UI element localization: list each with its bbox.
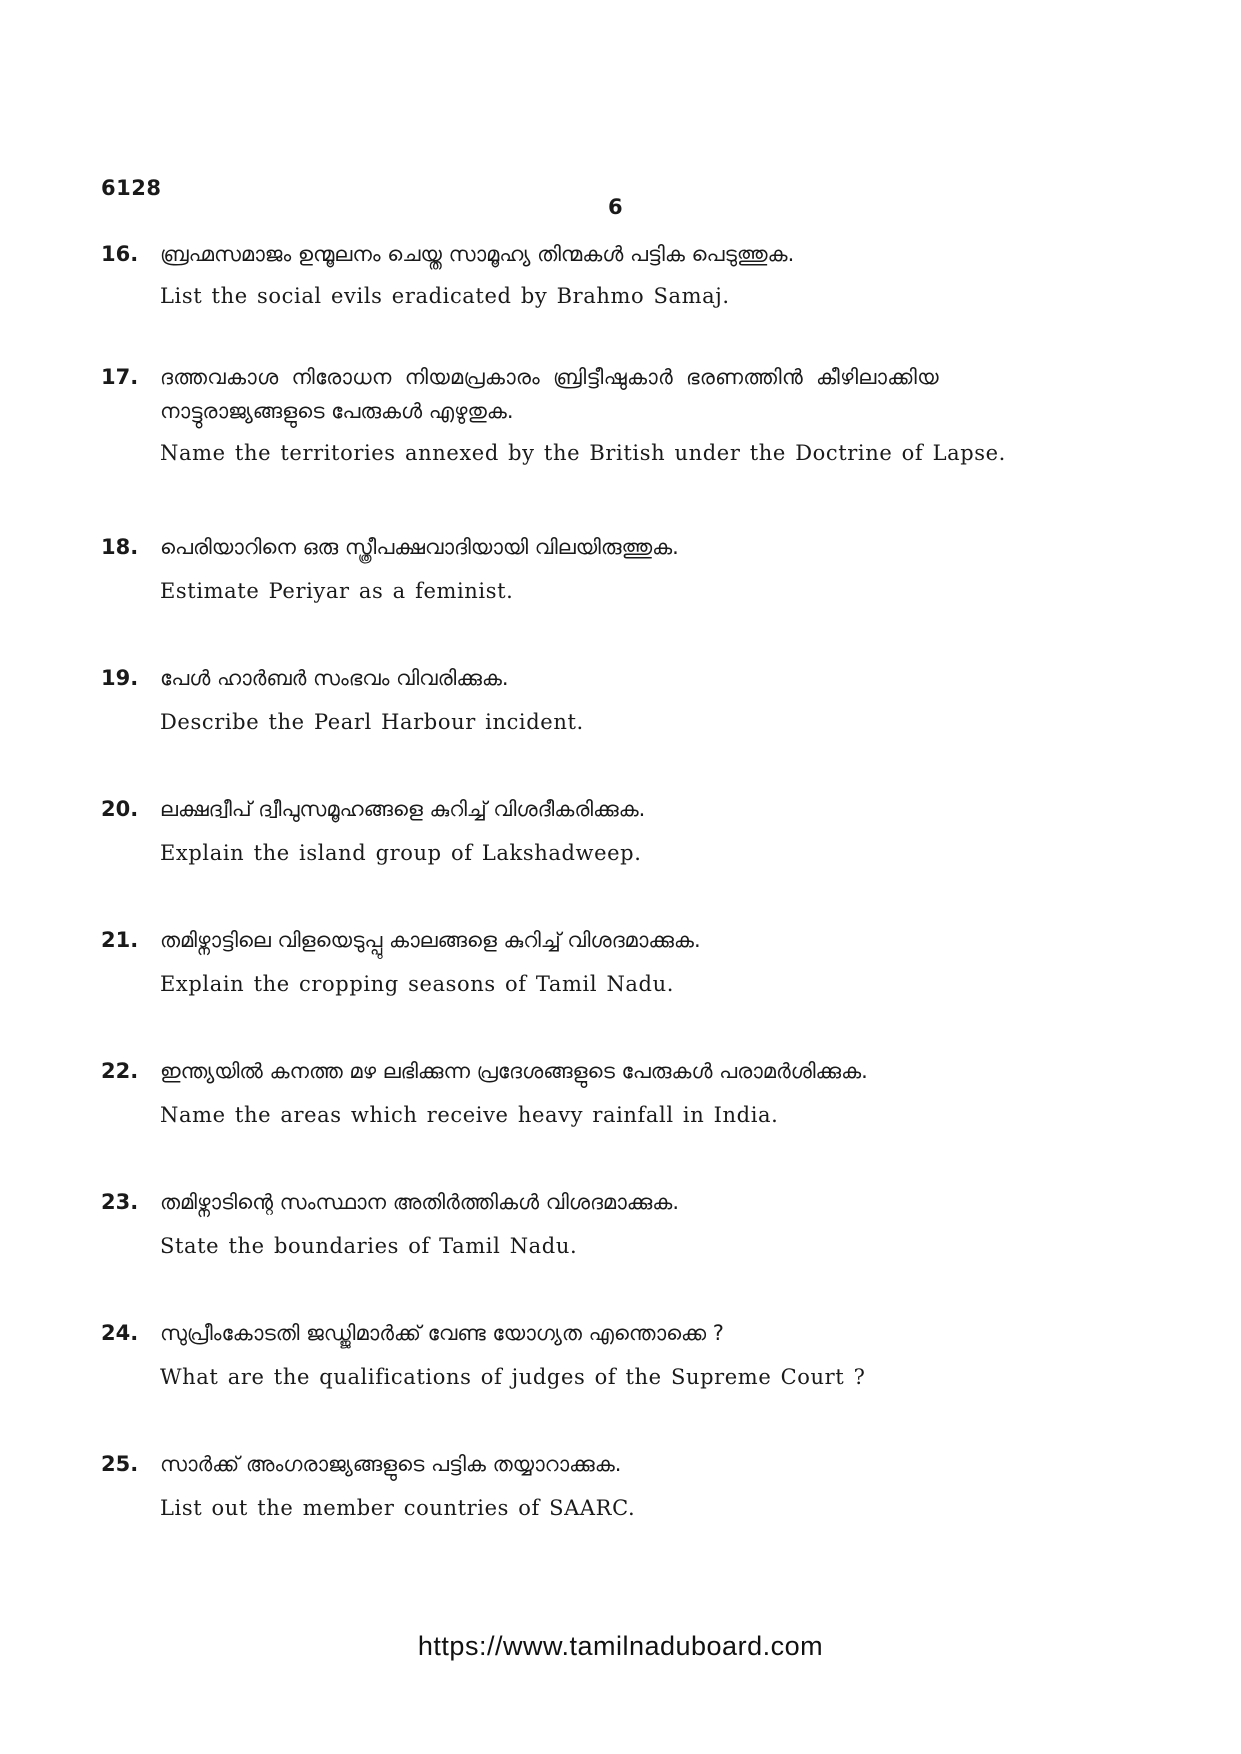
question-malayalam-line-2: നാട്ടുരാജ്യങ്ങളുടെ പേരുകൾ എഴുതുക. (160, 399, 514, 423)
question-english: What are the qualifications of judges of the Supreme Court ? (160, 1365, 866, 1389)
question-malayalam: ലക്ഷദ്വീപ് ദ്വീപുസമൂഹങ്ങളെ കുറിച്ച് വിശദീകരിക്കുക. (160, 797, 646, 821)
question-english: Describe the Pearl Harbour incident. (160, 710, 584, 734)
question-number: 18. (101, 535, 139, 559)
question-number: 16. (101, 242, 139, 266)
question-english: Name the territories annexed by the British under the Doctrine of Lapse. (160, 441, 1006, 465)
question-malayalam: ബ്രഹ്മസമാജം ഉന്മൂലനം ചെയ്ത സാമൂഹ്യ തിന്മകൾ പട്ടിക പെടുത്തുക. (160, 242, 795, 266)
question-english: Estimate Periyar as a feminist. (160, 579, 514, 603)
question-english: List the social evils eradicated by Brahmo Samaj. (160, 284, 730, 308)
question-english: Explain the island group of Lakshadweep. (160, 841, 642, 865)
question-english: State the boundaries of Tamil Nadu. (160, 1234, 578, 1258)
question-number: 19. (101, 666, 139, 690)
question-paper-code: 6128 (101, 176, 162, 200)
question-malayalam: തമിഴ്നാടിന്റെ സംസ്ഥാന അതിർത്തികൾ വിശദമാക്കുക. (160, 1190, 680, 1214)
question-english: List out the member countries of SAARC. (160, 1496, 636, 1520)
question-number: 20. (101, 797, 139, 821)
question-malayalam: പെരിയാറിനെ ഒരു സ്ത്രീപക്ഷവാദിയായി വിലയിരുത്തുക. (160, 535, 679, 559)
question-malayalam-line-1: ദത്തവകാശ നിരോധന നിയമപ്രകാരം ബ്രിട്ടീഷുകാർ ഭരണത്തിൻ കീഴിലാക്കിയ (160, 365, 939, 389)
question-malayalam: ഇന്ത്യയിൽ കനത്ത മഴ ലഭിക്കുന്ന പ്രദേശങ്ങളുടെ പേരുകൾ പരാമർശിക്കുക. (160, 1059, 868, 1083)
footer-url: https://www.tamilnaduboard.com (417, 1631, 824, 1661)
page-number: 6 (608, 195, 623, 219)
question-number: 17. (101, 365, 139, 389)
question-malayalam: സുപ്രീംകോടതി ജഡ്ജിമാർക്ക് വേണ്ട യോഗ്യത എന്തൊക്കെ ? (160, 1321, 724, 1345)
question-english: Explain the cropping seasons of Tamil Nadu. (160, 972, 674, 996)
question-malayalam: തമിഴ്നാട്ടിലെ വിളയെടുപ്പു കാലങ്ങളെ കുറിച്ച് വിശദമാക്കുക. (160, 928, 701, 952)
question-english: Name the areas which receive heavy rainfall in India. (160, 1103, 779, 1127)
question-number: 24. (101, 1321, 139, 1345)
question-malayalam: സാർക്ക് അംഗരാജ്യങ്ങളുടെ പട്ടിക തയ്യാറാക്കുക. (160, 1452, 622, 1476)
question-number: 22. (101, 1059, 139, 1083)
question-malayalam: പേൾ ഹാർബർ സംഭവം വിവരിക്കുക. (160, 666, 509, 690)
question-number: 23. (101, 1190, 139, 1214)
question-number: 21. (101, 928, 139, 952)
question-number: 25. (101, 1452, 139, 1476)
